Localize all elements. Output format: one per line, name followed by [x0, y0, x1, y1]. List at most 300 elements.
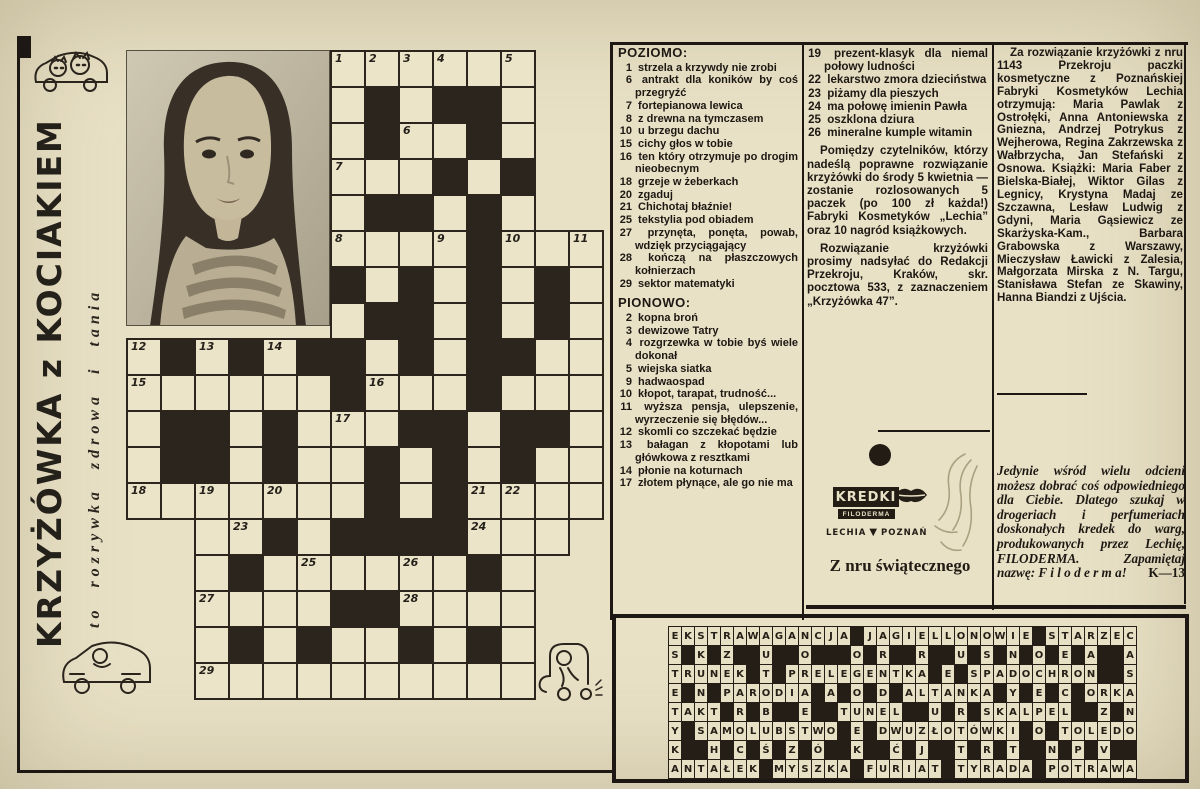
- solution-letter: E: [736, 763, 744, 775]
- solution-letter: S: [983, 649, 991, 661]
- solution-letter: L: [749, 725, 757, 737]
- crossword-cell: [364, 50, 400, 88]
- clue-text: mineralne kumple witamin: [824, 126, 973, 140]
- solution-cell: [928, 702, 942, 722]
- crossword-cell: [466, 158, 502, 196]
- solution-letter: T: [931, 763, 939, 775]
- solution-letter: J: [920, 744, 924, 756]
- solution-cell: [798, 664, 812, 684]
- solution-cell: [902, 664, 916, 684]
- solution-black-cell: [824, 645, 838, 665]
- solution-cell: [941, 683, 955, 703]
- crossword-black-cell: [500, 410, 536, 448]
- solution-cell: [1097, 740, 1111, 760]
- solution-black-cell: [824, 740, 838, 760]
- solution-black-cell: [1071, 702, 1085, 722]
- crossword-black-cell: [330, 590, 366, 628]
- solution-cell: [1084, 721, 1098, 741]
- clue-text: wiejska siatka: [635, 362, 712, 375]
- clue-number: 25: [619, 214, 632, 227]
- solution-cell: [694, 759, 708, 779]
- crossword-cell: [398, 446, 434, 484]
- solution-cell: [1006, 721, 1020, 741]
- solution-black-cell: [720, 702, 734, 722]
- solution-cell: [1123, 664, 1137, 684]
- across-header: POZIOMO:: [618, 47, 688, 60]
- solution-letter: U: [696, 668, 706, 680]
- solution-letter: N: [969, 630, 979, 642]
- crossword-cell: [432, 302, 468, 340]
- solution-cell: [707, 626, 721, 646]
- solution-black-cell: [889, 683, 903, 703]
- solution-black-cell: [746, 740, 760, 760]
- solution-cell: [1110, 683, 1124, 703]
- clue-text: zgaduj: [635, 188, 673, 201]
- solution-letter: A: [736, 687, 744, 699]
- clue-text: ten który otrzymuje po drogim nieobecnym: [635, 150, 798, 176]
- solution-cell: [993, 664, 1007, 684]
- clue-text: tekstylia pod obiadem: [635, 214, 754, 227]
- solution-cell: [681, 664, 695, 684]
- solution-cell: [980, 721, 994, 741]
- solution-cell: [1032, 645, 1046, 665]
- solution-letter: S: [788, 725, 796, 737]
- clue-item: [618, 138, 798, 151]
- solution-cell: [811, 664, 825, 684]
- solution-letter: T: [762, 668, 770, 680]
- crossword-black-cell: [466, 122, 502, 160]
- solution-cell: [1006, 740, 1020, 760]
- crossword-cell: [500, 266, 536, 304]
- solution-letter: O: [1060, 763, 1070, 775]
- clue-number: 6: [625, 74, 632, 87]
- solution-letter: W: [747, 630, 759, 642]
- solution-black-cell: [772, 664, 786, 684]
- crossword-cell: [398, 158, 434, 196]
- solution-letter: T: [1061, 630, 1069, 642]
- solution-cell: [954, 626, 968, 646]
- solution-letter: T: [671, 706, 679, 718]
- crossword-cell-number: 18: [131, 484, 147, 497]
- solution-letter: Z: [788, 744, 796, 756]
- clue-item: [807, 126, 988, 139]
- clue-item: [618, 252, 798, 277]
- solution-letter: T: [671, 668, 679, 680]
- solution-letter: N: [709, 668, 719, 680]
- solution-cell: [967, 759, 981, 779]
- crossword-cell: [568, 410, 604, 448]
- solution-letter: A: [710, 763, 718, 775]
- solution-cell: [954, 759, 968, 779]
- solution-letter: M: [722, 725, 732, 737]
- solution-cell: [1084, 664, 1098, 684]
- portrait-photo: [126, 50, 330, 326]
- crossword-black-cell: [466, 554, 502, 592]
- solution-letter: T: [957, 744, 965, 756]
- crossword-cell: [228, 446, 264, 484]
- solution-black-cell: [941, 645, 955, 665]
- solution-letter: E: [1035, 687, 1043, 699]
- solution-letter: A: [918, 763, 926, 775]
- crossword-cell: [568, 302, 604, 340]
- solution-letter: J: [829, 630, 833, 642]
- solution-cell: [1097, 721, 1111, 741]
- clue-number: 1: [625, 61, 632, 74]
- solution-cell: [720, 626, 734, 646]
- clue-text: prezent-klasyk dla niemal połowy ludności: [824, 47, 988, 74]
- solution-cell: [772, 626, 786, 646]
- solution-cell: [733, 702, 747, 722]
- solution-cell: [668, 740, 682, 760]
- clue-item: [618, 337, 798, 362]
- solution-cell: [889, 664, 903, 684]
- clue-text: antrakt dla koników by coś przegryźć: [635, 74, 798, 100]
- solution-letter: A: [944, 687, 952, 699]
- solution-cell: [668, 759, 682, 779]
- crossword-cell: [534, 338, 570, 376]
- crossword-cell: [126, 446, 162, 484]
- clue-item: [807, 73, 988, 86]
- solution-cell: [915, 683, 929, 703]
- solution-black-cell: [837, 683, 851, 703]
- crossword-cell: [364, 266, 400, 304]
- solution-cell: [759, 740, 773, 760]
- clue-item: [807, 113, 988, 126]
- crossword-cell: [398, 230, 434, 268]
- crossword-cell: [364, 410, 400, 448]
- solution-cell: [1097, 683, 1111, 703]
- solution-cell: [1058, 721, 1072, 741]
- solution-letter: O: [1073, 725, 1083, 737]
- crossword-cell: [432, 626, 468, 664]
- solution-black-cell: [863, 740, 877, 760]
- solution-black-cell: [1110, 645, 1124, 665]
- solution-black-cell: [1058, 740, 1072, 760]
- crossword-black-cell: [160, 446, 196, 484]
- solution-letter: T: [710, 630, 718, 642]
- crossword-cell: [568, 446, 604, 484]
- solution-letter: P: [1048, 763, 1056, 775]
- solution-cell: [1032, 664, 1046, 684]
- crossword-black-cell: [432, 518, 468, 556]
- solution-letter: E: [840, 668, 848, 680]
- ad-code: K—13: [1148, 565, 1185, 581]
- crossword-black-cell: [330, 518, 366, 556]
- solution-letter: R: [736, 706, 744, 718]
- crossword-black-cell: [194, 410, 230, 448]
- solution-cell: [928, 759, 942, 779]
- crossword-black-cell: [466, 266, 502, 304]
- crossword-cell: [568, 230, 604, 268]
- solution-cell: [824, 759, 838, 779]
- solution-black-cell: [694, 740, 708, 760]
- crossword-cell: [398, 590, 434, 628]
- crossword-black-cell: [296, 626, 332, 664]
- solution-letter: O: [800, 649, 810, 661]
- clue-item: [618, 477, 798, 490]
- clue-number: 21: [619, 201, 632, 214]
- crossword-cell: [330, 482, 366, 520]
- solution-letter: A: [801, 687, 809, 699]
- solution-cell: [1032, 721, 1046, 741]
- solution-cell: [889, 702, 903, 722]
- solution-cell: [993, 626, 1007, 646]
- solution-letter: Ó: [969, 725, 979, 737]
- crossword-black-cell: [398, 194, 434, 232]
- crossword-cell: [466, 50, 502, 88]
- clue-text: bałagan z kłopotami lub główkowa z resztkami: [635, 439, 798, 464]
- clue-item: [618, 426, 798, 439]
- solution-cell: [1123, 626, 1137, 646]
- solution-cell: [980, 645, 994, 665]
- solution-cell: [1045, 759, 1059, 779]
- solution-cell: [1058, 683, 1072, 703]
- clue-item: [618, 189, 798, 202]
- solution-black-cell: [967, 702, 981, 722]
- crossword-black-cell: [194, 446, 230, 484]
- clue-text: wyższa pensja, ulepszenie, wyrzeczenie się błędów...: [635, 400, 798, 426]
- solution-letter: E: [723, 668, 731, 680]
- solution-letter: I: [790, 687, 794, 699]
- solution-black-cell: [850, 626, 864, 646]
- solution-black-cell: [824, 702, 838, 722]
- solution-black-cell: [811, 645, 825, 665]
- crossword-cell: [228, 518, 264, 556]
- solution-letter: D: [878, 687, 888, 699]
- clue-number: 9: [625, 375, 632, 388]
- crossword-cell: [466, 446, 502, 484]
- solution-cell: [889, 721, 903, 741]
- crossword-cell: [364, 662, 400, 700]
- solution-letter: P: [788, 668, 796, 680]
- solution-letter: C: [1035, 668, 1043, 680]
- clue-item: [618, 388, 798, 401]
- solution-cell: [837, 759, 851, 779]
- clue-item: [618, 363, 798, 376]
- crossword-black-cell: [432, 446, 468, 484]
- solution-letter: O: [826, 725, 836, 737]
- crossword-cell: [262, 482, 298, 520]
- crossword-cell: [126, 482, 162, 520]
- solution-cell: [720, 721, 734, 741]
- crossword-black-cell: [228, 554, 264, 592]
- crossword-black-cell: [364, 122, 400, 160]
- solution-letter: W: [812, 725, 824, 737]
- solution-letter: O: [1034, 725, 1044, 737]
- solution-letter: R: [684, 668, 692, 680]
- solution-cell: [889, 759, 903, 779]
- crossword-cell: [330, 50, 366, 88]
- crossword-cell: [500, 122, 536, 160]
- solution-cell: [850, 664, 864, 684]
- crossword-black-cell: [228, 626, 264, 664]
- crossword-cell: [500, 518, 536, 556]
- crossword-cell: [194, 554, 230, 592]
- page-title: KRZYŻÓWKA z KOCIAKIEM: [30, 118, 69, 648]
- solution-cell: [980, 702, 994, 722]
- crossword-black-cell: [466, 302, 502, 340]
- solution-cell: [798, 645, 812, 665]
- crossword-cell: [296, 518, 332, 556]
- solution-letter: E: [671, 687, 679, 699]
- solution-letter: Y: [671, 725, 679, 737]
- solution-black-cell: [681, 683, 695, 703]
- crossword-black-cell: [262, 410, 298, 448]
- clue-number: 2: [625, 312, 632, 325]
- crossword-cell-number: 14: [267, 340, 283, 353]
- solution-black-cell: [889, 645, 903, 665]
- solution-cell: [850, 683, 864, 703]
- clue-number: 12: [619, 426, 632, 439]
- crossword-black-cell: [398, 518, 434, 556]
- solution-letter: K: [736, 668, 744, 680]
- from-issue-caption: Z nru świątecznego: [829, 556, 971, 575]
- solution-letter: W: [1111, 763, 1123, 775]
- solution-black-cell: [1084, 740, 1098, 760]
- solution-cell: [928, 721, 942, 741]
- solution-black-cell: [1019, 645, 1033, 665]
- crossword-cell: [160, 374, 196, 412]
- clue-item: [618, 278, 798, 291]
- crossword-cell: [500, 230, 536, 268]
- solution-letter: N: [1125, 706, 1135, 718]
- crossword-cell: [398, 50, 434, 88]
- solution-cell: [707, 759, 721, 779]
- solution-cell: [668, 645, 682, 665]
- solution-letter: O: [943, 725, 953, 737]
- solution-letter: R: [879, 649, 887, 661]
- solution-cell: [759, 683, 773, 703]
- solution-cell: [798, 626, 812, 646]
- solution-black-cell: [1097, 645, 1111, 665]
- scooter-doodle-icon: [534, 640, 612, 702]
- solution-black-cell: [707, 683, 721, 703]
- crossword-cell: [534, 230, 570, 268]
- crossword-cell: [296, 446, 332, 484]
- solution-cell: [993, 759, 1007, 779]
- crossword-cell: [330, 662, 366, 700]
- crossword-cell: [194, 338, 230, 376]
- solution-black-cell: [915, 702, 929, 722]
- solution-letter: A: [918, 668, 926, 680]
- down-arrow-icon: ▼: [869, 527, 879, 538]
- solution-black-cell: [954, 664, 968, 684]
- solution-cell: [785, 740, 799, 760]
- crossword-cell-number: 6: [403, 124, 411, 137]
- solution-cell: [967, 626, 981, 646]
- solution-cell: [707, 664, 721, 684]
- solution-letter: S: [1126, 668, 1134, 680]
- solution-letter: E: [814, 668, 822, 680]
- solution-letter: A: [1022, 763, 1030, 775]
- solution-cell: [902, 759, 916, 779]
- crossword-cell: [568, 374, 604, 412]
- solution-letter: N: [800, 630, 810, 642]
- solution-cell: [837, 664, 851, 684]
- solution-letter: P: [983, 668, 991, 680]
- solution-letter: U: [878, 763, 888, 775]
- solution-cell: [668, 702, 682, 722]
- solution-black-cell: [941, 759, 955, 779]
- solution-black-cell: [993, 740, 1007, 760]
- solution-letter: A: [996, 763, 1004, 775]
- crossword-cell: [296, 410, 332, 448]
- across-clue-list: [618, 62, 798, 291]
- solution-letter: K: [684, 630, 692, 642]
- solution-cell: [1058, 664, 1072, 684]
- solution-black-cell: [863, 645, 877, 665]
- solution-cell: [1084, 626, 1098, 646]
- solution-cell: [785, 683, 799, 703]
- crossword-cell: [398, 122, 434, 160]
- crossword-cell: [296, 590, 332, 628]
- solution-cell: [824, 721, 838, 741]
- solution-black-cell: [967, 645, 981, 665]
- solution-letter: Ó: [813, 744, 823, 756]
- clue-text: kończą na płaszczowych kołnierzach: [635, 252, 798, 277]
- solution-cell: [1006, 683, 1020, 703]
- solution-letter: K: [853, 744, 861, 756]
- solution-black-cell: [902, 702, 916, 722]
- clue-number: 19: [808, 47, 821, 60]
- solution-letter: I: [1011, 725, 1015, 737]
- ad-dot: [869, 444, 891, 466]
- solution-letter: A: [1074, 630, 1082, 642]
- clue-text: ma połowę imienin Pawła: [824, 99, 968, 113]
- crossword-cell: [364, 230, 400, 268]
- clue-number: 10: [619, 125, 632, 138]
- solution-letter: T: [931, 687, 939, 699]
- solution-cell: [1058, 645, 1072, 665]
- solution-cell: [1045, 626, 1059, 646]
- crossword-cell: [262, 338, 298, 376]
- solution-letter: E: [879, 706, 887, 718]
- solution-letter: U: [761, 649, 771, 661]
- clue-item: [618, 151, 798, 176]
- clue-text: oszklona dziura: [824, 113, 915, 127]
- crossword-cell: [330, 194, 366, 232]
- solution-cell: [1084, 683, 1098, 703]
- crossword-black-cell: [398, 626, 434, 664]
- crossword-cell: [568, 338, 604, 376]
- solution-cell: [811, 626, 825, 646]
- solution-cell: [746, 626, 760, 646]
- solution-letter: R: [801, 668, 809, 680]
- solution-cell: [1123, 721, 1137, 741]
- clue-text: u brzegu dachu: [635, 125, 720, 138]
- solution-black-cell: [993, 645, 1007, 665]
- clue-item: [618, 401, 798, 426]
- crossword-cell: [126, 410, 162, 448]
- solution-letter: O: [1125, 725, 1135, 737]
- rule-col2-col3: [992, 44, 994, 610]
- solution-letter: S: [697, 630, 705, 642]
- solution-letter: E: [1113, 630, 1121, 642]
- solution-letter: O: [1086, 687, 1096, 699]
- car-doodle-top-icon: [30, 48, 112, 94]
- solution-letter: A: [762, 630, 770, 642]
- solution-cell: [746, 683, 760, 703]
- solution-cell: [1071, 740, 1085, 760]
- solution-cell: [1123, 759, 1137, 779]
- crossword-cell: [432, 230, 468, 268]
- solution-letter: U: [904, 725, 914, 737]
- solution-cell: [733, 626, 747, 646]
- solution-black-cell: [681, 645, 695, 665]
- crossword-black-cell: [262, 518, 298, 556]
- solution-letter: A: [840, 763, 848, 775]
- solution-cell: [967, 721, 981, 741]
